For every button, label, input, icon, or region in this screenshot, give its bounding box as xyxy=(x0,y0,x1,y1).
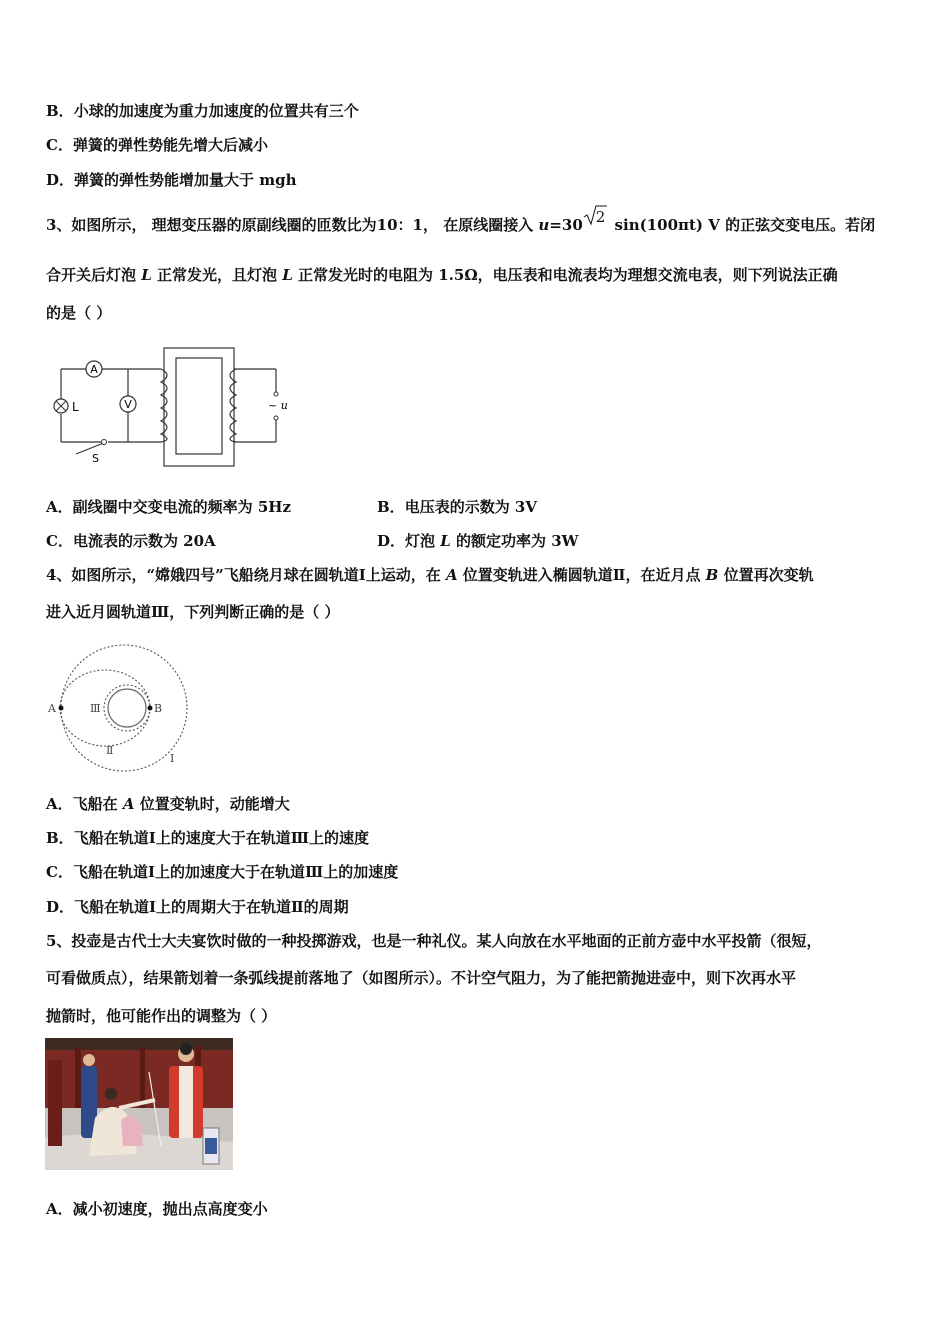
q3-text: 合开关后灯泡 xyxy=(46,266,142,284)
q4-stem-line2: 进入近月圆轨道Ⅲ，下列判断正确的是（ ） xyxy=(46,603,340,621)
terminal-top xyxy=(274,392,278,396)
ammeter xyxy=(86,361,102,377)
option-label: C． xyxy=(46,532,73,550)
q4-option-d xyxy=(46,896,349,918)
option-label: D． xyxy=(377,532,406,550)
ammeter-label: A xyxy=(90,363,98,376)
q5-stem-line3: 抛箭时，他可能作出的调整为（ ） xyxy=(46,1007,277,1025)
option-text: 电流表的示数为 20A xyxy=(72,532,216,550)
option-text: 电压表的示数为 3V xyxy=(404,498,537,516)
q3-text: 3、如图所示， 理想变压器的原副线圈的匝数比为10：1， 在原线圈接入 xyxy=(46,216,539,234)
lamp-icon xyxy=(54,399,68,413)
q3-option-c xyxy=(46,530,216,552)
q5-option-a xyxy=(46,1198,268,1220)
orbit-three xyxy=(104,685,150,731)
orbit-diagram xyxy=(44,640,194,775)
touhu-photo xyxy=(45,1038,233,1170)
q3-text: 正常发光时的电阻为 1.5Ω，电压表和电流表均为理想交流电表，则下列说法正确 xyxy=(292,266,838,284)
q3-option-d xyxy=(377,530,579,552)
q4-stem-line1 xyxy=(46,564,814,586)
option-text: 飞船在轨道Ⅰ上的加速度大于在轨道Ⅲ上的加速度 xyxy=(72,863,399,881)
q5-stem-line2: 可看做质点），结果箭划着一条弧线提前落地了（如图所示）。不计空气阻力，为了能把箭抛进壶中，则下次再水平 xyxy=(46,969,797,987)
q2-option-b xyxy=(46,100,359,122)
point-a-variable: A xyxy=(122,795,135,813)
orbit-one xyxy=(61,645,187,771)
option-text: 弹簧的弹性势能增加量大于 mgh xyxy=(74,171,297,189)
transformer-circuit-diagram xyxy=(46,344,296,469)
q4-option-b xyxy=(46,827,369,849)
lamp-label: L xyxy=(72,400,79,414)
voltmeter-label: V xyxy=(124,398,132,411)
option-label: A． xyxy=(46,498,73,516)
q4-option-c xyxy=(46,861,398,883)
point-b-label: B xyxy=(154,702,163,715)
option-text: 的额定功率为 3W xyxy=(450,532,579,550)
option-label: B． xyxy=(377,498,405,516)
option-label: C． xyxy=(46,136,73,154)
touhu-scene xyxy=(45,1038,233,1170)
option-label: C． xyxy=(46,863,73,881)
option-label: B． xyxy=(46,829,74,847)
q3-stem-line3: 的是（ ） xyxy=(46,304,112,322)
voltmeter xyxy=(120,396,136,412)
orbit-one-label: Ⅰ xyxy=(170,752,175,765)
q4-text: 4、如图所示，“嫦娥四号”飞船绕月球在圆轨道Ⅰ上运动，在 xyxy=(46,566,446,584)
q4-option-a xyxy=(46,793,290,815)
q4-text: 位置变轨进入椭圆轨道Ⅱ，在近月点 xyxy=(457,566,706,584)
point-a-dot xyxy=(59,706,64,711)
q4-text: 位置再次变轨 xyxy=(718,566,814,584)
q3-text: sin(100πt) V 的正弦交变电压。若闭 xyxy=(609,216,876,234)
u-variable: u xyxy=(538,216,550,234)
option-label: B． xyxy=(46,102,74,120)
option-label: A． xyxy=(46,795,73,813)
q2-option-d xyxy=(46,169,297,191)
option-text: 飞船在轨道Ⅰ上的周期大于在轨道Ⅱ的周期 xyxy=(74,898,349,916)
orbit-three-label: Ⅲ xyxy=(90,702,101,715)
q3-option-b xyxy=(377,496,537,518)
lamp-variable: L xyxy=(440,532,451,550)
q3-text: =30 xyxy=(549,216,583,234)
point-a-variable: A xyxy=(445,566,458,584)
option-label: A． xyxy=(46,1200,73,1218)
q3-text: 正常发光，且灯泡 xyxy=(151,266,283,284)
q5-stem-line1: 5、投壶是古代士大夫宴饮时做的一种投掷游戏，也是一种礼仪。某人向放在水平地面的正前方壶中水平投箭（很短， xyxy=(46,932,822,950)
option-text: 副线圈中交变电流的频率为 5Hz xyxy=(72,498,291,516)
terminal-bottom xyxy=(274,416,278,420)
switch-contact xyxy=(102,440,107,445)
point-b-dot xyxy=(148,706,153,711)
option-label: D． xyxy=(46,898,75,916)
q3-stem-line2 xyxy=(46,264,838,286)
option-text: 弹簧的弹性势能先增大后减小 xyxy=(72,136,268,154)
switch-label: S xyxy=(92,452,99,465)
point-a-label: A xyxy=(48,702,56,715)
option-text: 位置变轨时，动能增大 xyxy=(134,795,290,813)
option-text: 小球的加速度为重力加速度的位置共有三个 xyxy=(73,102,359,120)
point-b-variable: B xyxy=(705,566,719,584)
option-text: 飞船在轨道Ⅰ上的速度大于在轨道Ⅲ上的速度 xyxy=(73,829,369,847)
lamp-variable: L xyxy=(282,266,293,284)
option-text: 飞船在 xyxy=(72,795,123,813)
lamp-variable: L xyxy=(141,266,152,284)
option-label: D． xyxy=(46,171,75,189)
q3-option-a xyxy=(46,496,291,518)
sqrt-two xyxy=(587,206,606,228)
sqrt-radicand: 2 xyxy=(595,208,606,226)
radical-sign xyxy=(583,204,607,226)
q3-stem-line1 xyxy=(46,208,876,236)
q2-option-c xyxy=(46,134,268,156)
moon-icon xyxy=(108,689,146,727)
orbit-two-label: Ⅱ xyxy=(106,744,114,757)
option-text: 减小初速度，抛出点高度变小 xyxy=(72,1200,268,1218)
source-label: ~ u xyxy=(268,399,288,412)
orbit-two xyxy=(60,670,150,746)
option-text: 灯泡 xyxy=(405,532,441,550)
